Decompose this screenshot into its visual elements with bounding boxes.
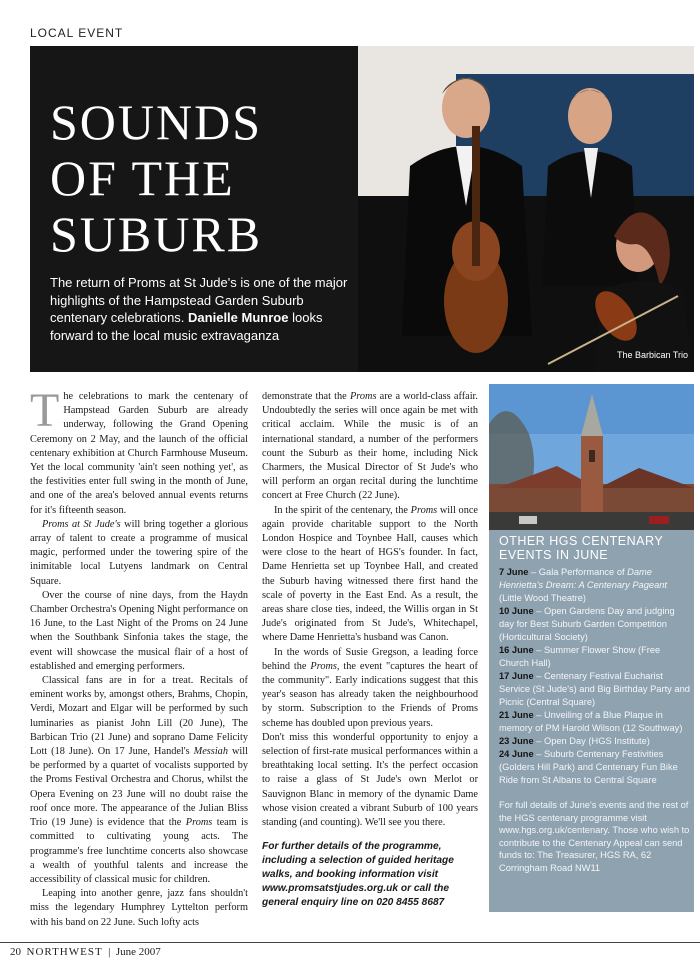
paragraph-text: will be performed by a quartet of vocalists supported by the Proms Festival Orchestra and Chorus, whilst the Opera Evening on 23 June will no doubt raise the roof once more. The appearance of the Julian Bliss Trio (19 June) is evidence that the xyxy=(30,746,248,829)
paragraph: Don't miss this wonderful opportunity to enjoy a selection of first-rate musical performances within a breathtaking local setting. It's the perfect occasion to raise a glass of St Jude's own Merlot or Sauvignon Blanc in memory of the dynamic Dame whose vision created a vibrant Suburb of 100 years standing (and counting). We'll see you there. xyxy=(262,731,478,829)
headline-line-2: OF THE xyxy=(50,150,235,206)
event-item xyxy=(499,605,691,644)
headline-line-3: SUBURB xyxy=(50,206,263,262)
headline-line-1: SOUNDS xyxy=(50,94,263,150)
paragraph-text: In the words of Susie Gregson, a leading force behind the xyxy=(262,646,478,672)
issue-date: June 2007 xyxy=(115,946,161,958)
author-name: Danielle Munroe xyxy=(188,310,289,325)
event-item xyxy=(499,644,691,670)
event-date: 23 June xyxy=(499,736,534,746)
article-column-1 xyxy=(30,384,249,930)
standfirst-text: The return of Proms at St Jude's is one of the major highlights of the Hampstead Garden Suburb centenary celebrations. xyxy=(50,275,348,325)
separator: | xyxy=(108,946,111,958)
hero-banner xyxy=(30,46,694,372)
event-item xyxy=(499,670,691,709)
event-date: 17 June xyxy=(499,671,534,681)
event-item xyxy=(499,748,691,787)
paragraph xyxy=(30,384,248,518)
event-date: 16 June xyxy=(499,645,534,655)
events-sidebar xyxy=(489,384,694,912)
paragraph-text: team is committed to cultivating young acts. The programme's free lunchtime concerts also showcase a wealth of youthful talents and increase the accessibility of classical music for children. xyxy=(30,817,249,885)
paragraph: Over the course of nine days, from the Haydn Chamber Orchestra's Opening Night performance on 16 June, to the Last Night of the Proms on 24 June when the Southbank Sinfonia takes the stage, the event will showcase the musical flair of a host of established and emerging performers. xyxy=(30,589,248,672)
paragraph-text: demonstrate that the xyxy=(262,391,350,402)
sidebar-title xyxy=(499,534,691,562)
event-item xyxy=(499,709,691,735)
standfirst-text-end: looks forward to the local music extravaganza xyxy=(50,310,323,343)
event-description: – Gala Performance of xyxy=(528,567,628,577)
paragraph xyxy=(30,674,248,887)
event-description: – Centenary Festival Eucharist Service (St Jude's) and Big Birthday Party and Picnic (Central Square) xyxy=(499,671,690,707)
event-name: Proms xyxy=(349,391,377,402)
event-description: – Open Gardens Day and judging day for Best Suburb Garden Competition (Horticultural Society) xyxy=(499,606,675,642)
headline xyxy=(50,94,262,262)
event-title: Dame Henrietta's Dream: A Centenary Pageant xyxy=(499,567,667,590)
paragraph: Leaping into another genre, jazz fans shouldn't miss the legendary Humphrey Lyttelton perform with his band on 22 June. Such lofty acts xyxy=(30,888,248,928)
standfirst xyxy=(50,274,360,344)
event-description: – Summer Flower Show (Free Church Hall) xyxy=(499,645,661,668)
work-title: Messiah xyxy=(193,746,228,758)
drop-cap: T xyxy=(30,384,60,437)
event-date: 21 June xyxy=(499,710,534,720)
magazine-name: NORTHWEST xyxy=(26,946,103,958)
article-column-2 xyxy=(262,390,478,910)
footer-rule xyxy=(0,942,700,943)
paragraph-text: are a world-class affair. Undoubtedly the series will once again be met with critical acclaim. While the music is of an international standard, a number of the performers count the Suburb as their home, including Nick Charmers, the Musical Director of St Jude's who will perform an organ recital during the lunchtime concert at Free Church (22 June). xyxy=(262,391,478,502)
paragraph-text: will once again provide charitable support to the North London Hospice and Toynbee Hall, causes which were close to the heart of HGS's founder. In fact, Dame Henrietta set up Toynbee Hall, and created the Suburb having witnessed there first hand the scale of poverty in the East End. As a result, the areas share close ties, indeed, the Willis organ in St Jude's originated from St Jude's, Whitechapel, where Dame Henrietta's husband was Canon. xyxy=(262,504,478,644)
event-description: – Suburb Centenary Festivities (Golders Hill Park) and Centenary Fun Bike Ride from St Albans to Central Square xyxy=(499,749,678,785)
sidebar-title-line-2: EVENTS IN JUNE xyxy=(499,548,609,562)
paragraph xyxy=(30,518,248,589)
sidebar-footer: For full details of June's events and the rest of the HGS centenary programme visit www.hgs.org.uk/centenary. Those who wish to contribute to the Centenary Appeal can send funds to: The Treasurer, HGS RA, 62 Corringham Road NW11 xyxy=(499,800,690,873)
event-name: Proms xyxy=(185,817,213,829)
event-item xyxy=(499,735,691,748)
photo-caption: The Barbican Trio xyxy=(616,350,688,360)
section-label: LOCAL EVENT xyxy=(30,26,124,40)
event-description: – Open Day (HGS Institute) xyxy=(533,736,650,746)
event-name: Proms xyxy=(410,504,438,516)
event-date: 24 June xyxy=(499,749,534,759)
sidebar-title-line-1: OTHER HGS CENTENARY xyxy=(499,534,664,548)
event-item xyxy=(499,566,691,605)
event-description: – Unveiling of a Blue Plaque in memory of PM Harold Wilson (12 Southway) xyxy=(499,710,683,733)
paragraph-text: he celebrations to mark the centenary of Hampstead Garden Suburb are already underway, following the Grand Opening Ceremony on 2 May, and the launch of the official centenary exhibition at Church Farmhouse Museum. Yet the local community 'ain't seen nothing yet', as the festivities enter full swing in the month of June, and one of the area's beloved annual events returns for it's fifteenth season. xyxy=(30,391,248,516)
paragraph-text: Classical fans are in for a treat. Recitals of eminent works by, amongst others, Brahms, Chopin, Verdi, Mozart and Elgar will be performed by such luminaries as pianist John Lill (20 June), The Barbican Trio (21 June) and soprano Dame Felicity Lott (18 June). On 17 June, Handel's xyxy=(30,675,248,758)
paragraph xyxy=(262,504,478,646)
events-list xyxy=(499,566,691,787)
paragraph-text: In the spirit of the centenary, the xyxy=(274,504,411,516)
paragraph-text: the event "captures the heart of the community". Early indications suggest that this year's season has already taken the neighbourhood by storm. Subscription to the Friends of Proms scheme has doubled upon previous years. xyxy=(262,660,478,729)
page-number: 20 xyxy=(10,946,21,958)
event-name: Proms at St Jude's xyxy=(42,518,121,530)
paragraph xyxy=(262,646,478,731)
page-footer xyxy=(10,946,161,958)
trio-photo xyxy=(358,46,694,372)
sidebar-content xyxy=(499,534,691,884)
church-photo xyxy=(489,384,694,530)
event-name: Proms, xyxy=(310,660,340,672)
call-to-action: For further details of the programme, including a selection of guided heritage walks, and booking information visit www.promsatstjudes.org.uk or call the general enquiry line on 020 8455 8687 xyxy=(262,841,454,909)
paragraph-text: will bring together a glorious array of talent to create a programme of musical magic, performed under the towering spire of the inimitable local Lutyens landmark on Central Square. xyxy=(30,518,248,587)
event-date: 10 June xyxy=(499,606,534,616)
event-venue: (Little Wood Theatre) xyxy=(499,593,586,603)
event-date: 7 June xyxy=(499,567,529,577)
paragraph xyxy=(262,390,478,504)
